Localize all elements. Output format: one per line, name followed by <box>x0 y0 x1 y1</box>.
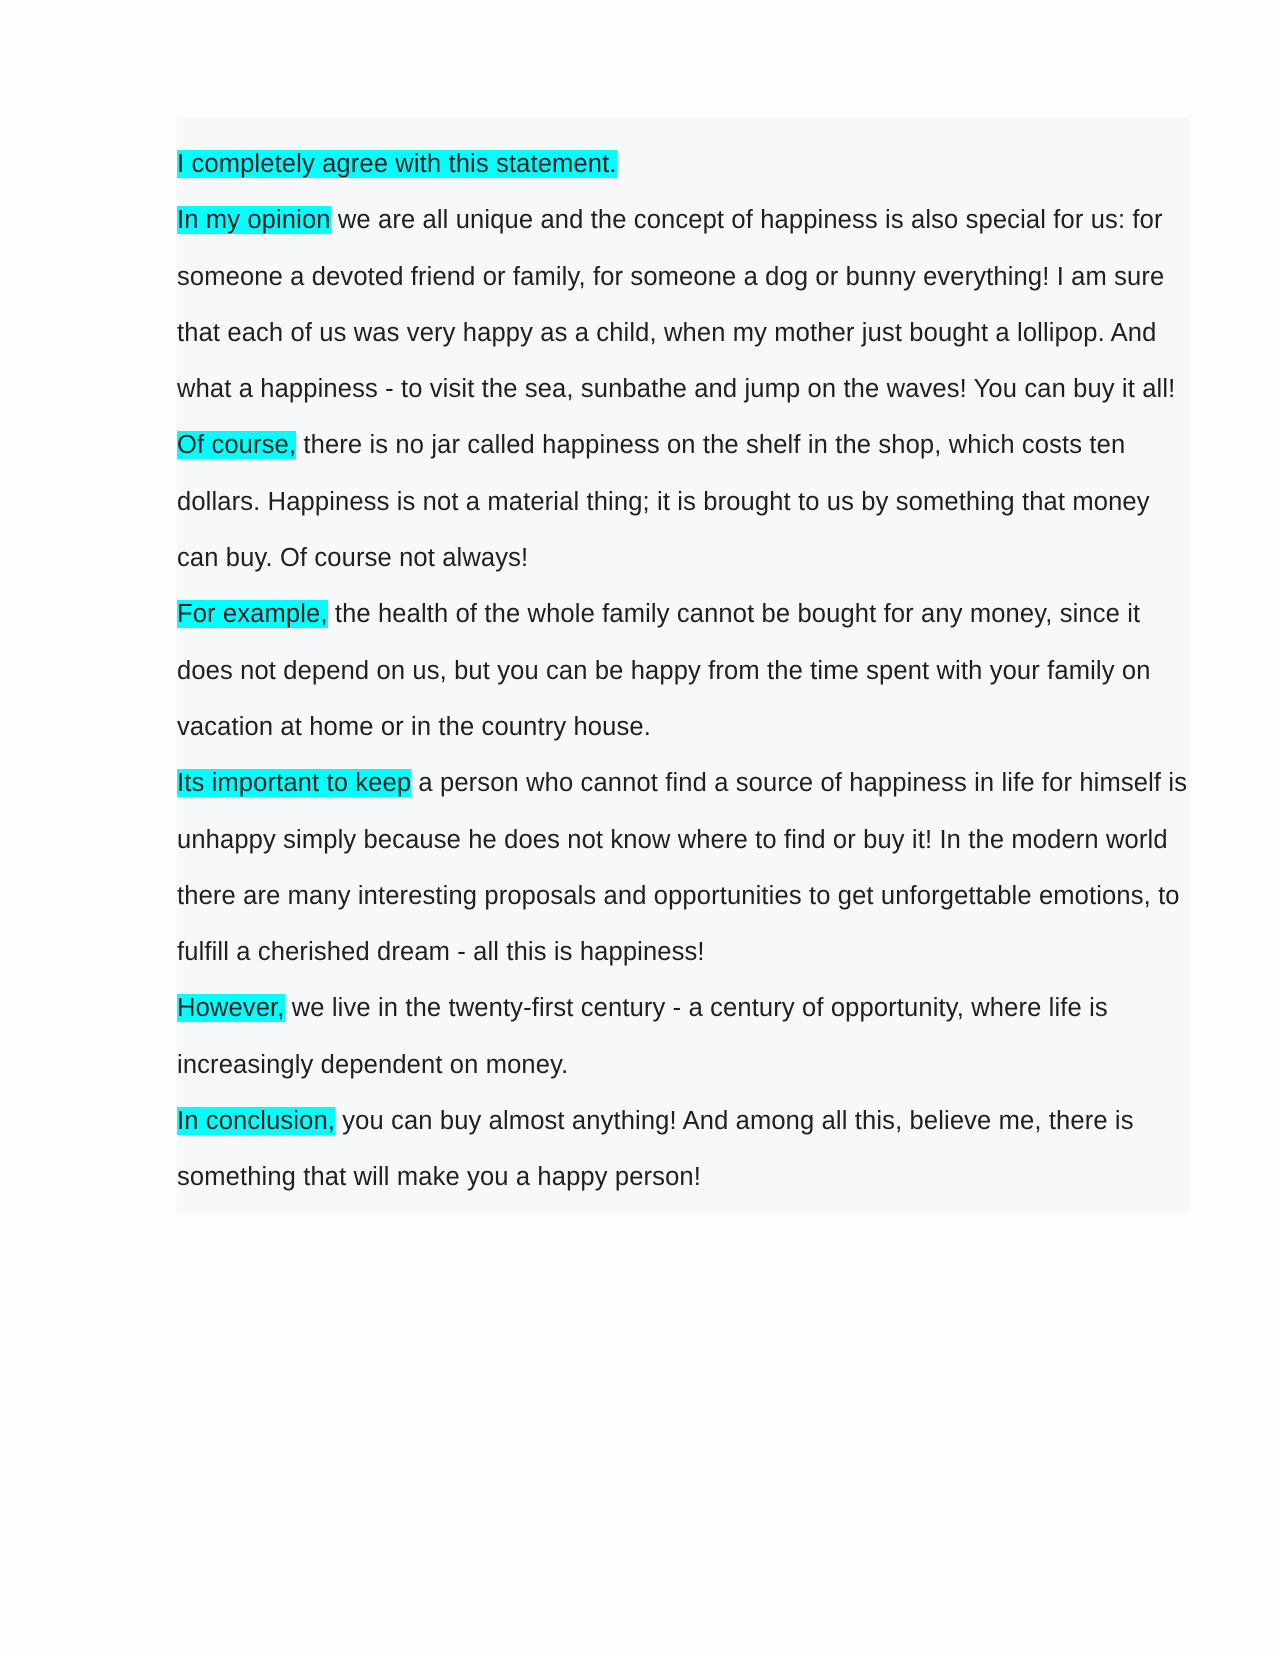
highlighted-phrase: I completely agree with this statement. <box>177 150 617 178</box>
highlighted-phrase: In my opinion <box>177 206 331 235</box>
paragraph-text: we live in the twenty-first century - a century of opportunity, where life is increasingly dependent on money. <box>177 994 1108 1079</box>
paragraph-of-course <box>177 417 1190 586</box>
paragraph-text: there is no jar called happiness on the shelf in the shop, which costs ten dollars. Happiness is not a material thing; it is brought to us by something that money can buy. Of course not always! <box>177 431 1150 573</box>
paragraph-conclusion <box>177 1093 1190 1206</box>
paragraph-however <box>177 980 1190 1093</box>
paragraph-text: you can buy almost anything! And among all this, believe me, there is something that will make you a happy person! <box>177 1107 1134 1192</box>
highlighted-phrase: For example, <box>177 600 328 629</box>
highlighted-phrase: However, <box>177 994 285 1023</box>
paragraph-text: a person who cannot find a source of happiness in life for himself is unhappy simply because he does not know where to find or buy it! In the modern world there are many interesting proposals and opportunities to get unforgettable emotions, to fulfill a cherished dream - all this is happiness! <box>177 769 1188 967</box>
highlighted-phrase: In conclusion, <box>177 1107 336 1136</box>
highlighted-phrase: Of course, <box>177 431 297 460</box>
essay-text-block <box>177 118 1190 1213</box>
paragraph-example <box>177 586 1190 755</box>
paragraph-opinion <box>177 192 1190 417</box>
paragraph-text: we are all unique and the concept of happiness is also special for us: for someone a devoted friend or family, for someone a dog or bunny everything! I am sure that each of us was very happy as a child, when my mother just bought a lollipop. And what a happiness - to visit the sea, sunbathe and jump on the waves! You can buy it all! <box>177 206 1176 404</box>
highlighted-phrase: Its important to keep <box>177 769 412 798</box>
paragraph-important <box>177 755 1190 980</box>
paragraph-agreement <box>177 136 1190 192</box>
paragraph-text: the health of the whole family cannot be bought for any money, since it does not depend on us, but you can be happy from the time spent with your family on vacation at home or in the country house. <box>177 600 1151 741</box>
